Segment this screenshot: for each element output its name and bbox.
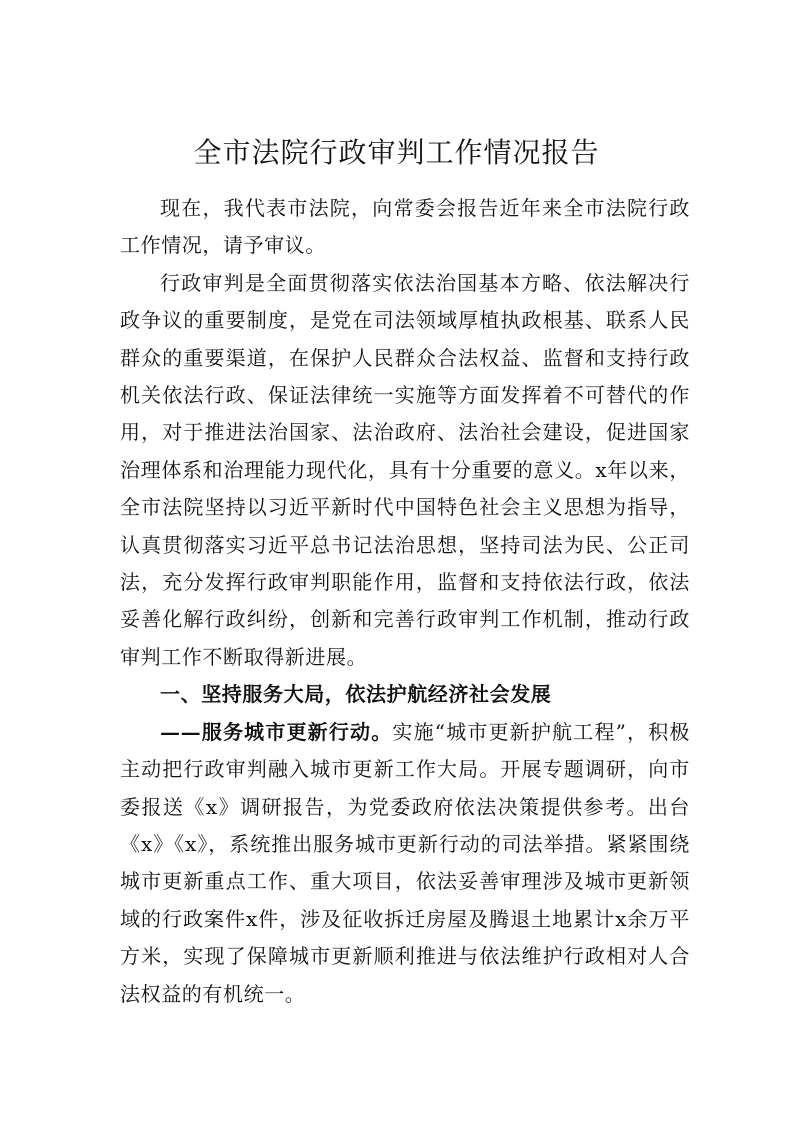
subsection-paragraph <box>120 714 690 1013</box>
subsection-text: 实施“城市更新护航工程”，积极主动把行政审判融入城市更新工作大局。开展专题调研，向市委报送《x》调研报告，为党委政府依法决策提供参考。出台《x》《x》，系统推出服务城市更新行动的司法举措。紧紧围绕城市更新重点工作、重大项目，依法妥善审理涉及城市更新领域的行政案件x件，涉及征收拆迁房屋及腾退土地累计x余万平方米，实现了保障城市更新顺利推进与依法维护行政相对人合法权益的有机统一。 <box>120 719 691 1006</box>
section-heading: 一、坚持服务大局，依法护航经济社会发展 <box>160 682 552 707</box>
intro-paragraph: 现在，我代表市法院，向常委会报告近年来全市法院行政工作情况，请予审议。 <box>120 196 690 258</box>
overview-paragraph: 行政审判是全面贯彻落实依法治国基本方略、依法解决行政争议的重要制度，是党在司法领域厚植执政根基、联系人民群众的重要渠道，在保护人民群众合法权益、监督和支持行政机关依法行政、保证法律统一实施等方面发挥着不可替代的作用，对于推进法治国家、法治政府、法治社会建设，促进国家治理体系和治理能力现代化，具有十分重要的意义。x年以来，全市法院坚持以习近平新时代中国特色社会主义思想为指导，认真贯彻落实习近平总书记法治思想，坚持司法为民、公正司法，充分发挥行政审判职能作用，监督和支持依法行政，依法妥善化解行政纠纷，创新和完善行政审判工作机制，推动行政审判工作不断取得新进展。 <box>120 270 690 669</box>
subsection-lead: ——服务城市更新行动。 <box>160 719 393 744</box>
document-body <box>120 190 690 1013</box>
document-title: 全市法院行政审判工作情况报告 <box>193 136 600 169</box>
